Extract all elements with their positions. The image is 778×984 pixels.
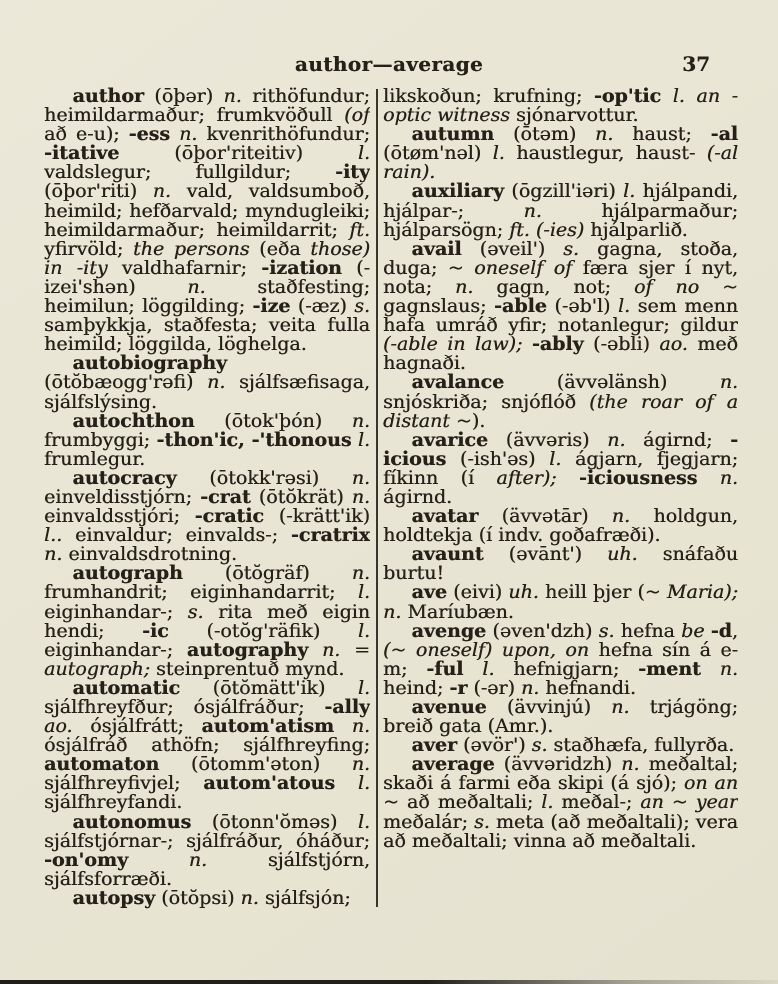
headword: -ment [638, 657, 701, 680]
headword: -cratic [194, 505, 264, 528]
text-run: l. [357, 810, 370, 833]
text-run: (əveil') [461, 237, 564, 260]
text-run: n. [188, 848, 208, 871]
text-run: heill þjer (~ [538, 581, 667, 604]
text-run: n. [207, 371, 226, 394]
text-run: (əvānt') [483, 543, 608, 566]
text-run: staðhæfa, fullyrða. [547, 734, 735, 757]
text-run: l. [492, 142, 505, 165]
text-run: (əven'dzh) [486, 619, 599, 642]
headword: -icious [383, 428, 738, 470]
text-run: l. [357, 428, 370, 451]
headword: -ess [128, 123, 170, 146]
text-run: n. [351, 753, 370, 776]
headword: autonomus [72, 810, 192, 833]
text-run: on an [683, 772, 738, 795]
text-run: hefna sín á e-m; [383, 638, 738, 680]
headword: autom'atous [203, 772, 336, 795]
text-run: rithöfundur; heimildarmaður; frumkvöðull [44, 87, 370, 127]
text-run: of no [633, 275, 700, 298]
text-run: autograph; [44, 657, 151, 680]
text-run: eiginhandar-; [44, 638, 187, 661]
text-run: vald, valdsumboð, heimild; hefðarvald; myndugleiki; heimildarmaður; heimildarrit; [44, 180, 370, 241]
text-run: (the roar of a distant [383, 390, 738, 432]
text-run: (ōtomm'əton) [159, 753, 352, 776]
text-run: heind; [383, 676, 450, 699]
text-run: samþykkja, staðfesta; veita fulla heimild; löggilda, löghelga. [44, 314, 370, 356]
text-run: ágirnd; [625, 428, 731, 451]
text-run [522, 333, 531, 355]
text-run: með hagnaði. [383, 333, 738, 375]
headword: average [411, 753, 495, 776]
text-run: l. [357, 142, 370, 165]
text-run: n. [621, 753, 640, 776]
text-run: uh. [508, 581, 539, 604]
headword: -iciousness [578, 466, 698, 489]
text-run: Maríubæn. [401, 600, 514, 623]
text-run: (ōtøm'nəl) [383, 142, 493, 165]
entry-avail [383, 237, 738, 375]
text-run: (~ oneself) upon, on [383, 638, 589, 661]
text-run: the persons [133, 237, 250, 260]
text-run: staðfesting; heimilun; löggilding; [44, 275, 370, 318]
text-run: frumlegur. [44, 447, 146, 470]
headword: ave [411, 581, 447, 604]
entry-ave [383, 583, 738, 621]
headword: -crat [200, 485, 251, 508]
text-run: hefnandi. [539, 676, 636, 699]
headword: -al [710, 123, 738, 146]
text-run: , [731, 619, 738, 642]
text-run: n. [44, 543, 63, 566]
page-number: 37 [682, 52, 710, 76]
text-run: l. [617, 295, 631, 318]
text-run: n. [719, 371, 738, 394]
text-run: n. [607, 428, 626, 451]
text-run: oneself of [474, 256, 573, 279]
text-run: n. [223, 87, 242, 107]
text-run: frumbyggi; [44, 428, 157, 451]
headword: autobiography [72, 352, 227, 375]
text-run: hjálpandi, hjálpar-; [383, 180, 738, 222]
entry-autopsy-continuation [383, 87, 738, 125]
text-run: sjálfsjón; [258, 886, 351, 909]
text-run [335, 772, 358, 794]
text-run: að e-u); [44, 123, 129, 146]
headword: -cratrix [290, 524, 370, 547]
text-run: gagna, stoða, duga; ~ [383, 237, 738, 279]
text-run: sem menn hafa umráð yfir; notanlegur; gildur [383, 295, 738, 337]
headword: avarice [411, 428, 489, 451]
text-run: (-krätt'ik) [263, 505, 370, 528]
text-run [661, 87, 673, 107]
text-run: (ävvinjú) [486, 696, 612, 718]
text-run: likskoðun; krufning; [383, 87, 594, 107]
left-column [44, 87, 370, 911]
text-run: ~ gagnslaus; [383, 275, 738, 318]
text-run: sjálfsæfisaga, sjálfslýsing. [44, 371, 370, 413]
text-run: einveldisstjórn; [44, 485, 201, 508]
text-run: n. [351, 715, 370, 738]
text-run: ft. [349, 218, 370, 241]
text-run: (-al rain). [383, 142, 738, 184]
headword: autocracy [72, 466, 177, 489]
text-run: (əvör') [456, 734, 532, 757]
text-run: færa sjer í nyt, nota; [383, 256, 738, 298]
text-run: haustlegur, haust- [504, 142, 707, 165]
headword: aver [411, 734, 457, 757]
text-run [557, 467, 579, 489]
text-run: ágjarn, fjegjarn; fíkinn (í [383, 447, 738, 489]
headword: avenge [411, 619, 487, 642]
text-run: (eða [249, 237, 311, 260]
text-run: (ōgzill'iəri) [503, 180, 624, 203]
text-run: valdhafarnir; [107, 256, 262, 279]
text-run: s. [474, 810, 490, 833]
headword: autopsy [72, 886, 156, 909]
text-run: (ōtok'þón) [194, 409, 352, 432]
text-run: l. [482, 657, 495, 680]
text-run: (ōþor'riti) [44, 180, 153, 203]
headword: -ity [335, 161, 370, 184]
text-run [697, 467, 719, 489]
headword: -d [710, 619, 732, 642]
text-run: trjágöng; breið gata (Amr.). [383, 696, 738, 738]
text-run: n. [719, 657, 738, 680]
text-run [701, 658, 720, 680]
text-run: (ōtŏgräf) [182, 562, 352, 585]
text-run [685, 87, 697, 107]
text-run: l. [357, 581, 370, 604]
text-run: hjálparlið. [584, 218, 688, 241]
text-run: gagn, not; [473, 275, 634, 298]
headword: autochthon [72, 409, 195, 432]
entry-autumn [383, 125, 738, 182]
text-run: after); [496, 466, 557, 489]
text-run: (ävvəlänsh) [504, 371, 720, 394]
text-run: einvaldur; einvalds-; [62, 524, 291, 547]
text-run: ~ [663, 791, 696, 814]
text-run: (-otŏg'räfik) [168, 619, 358, 642]
entry-autonomus [44, 810, 370, 890]
headword: -ic [142, 619, 169, 642]
right-column [383, 87, 738, 911]
headword: autography [186, 638, 309, 661]
headword: autograph [72, 562, 183, 585]
entry-autocracy [44, 466, 370, 566]
text-run: n. [595, 123, 614, 146]
headword: -ful [426, 657, 464, 680]
text-run: ágirnd. [383, 485, 453, 508]
column-divider-rule [376, 89, 378, 907]
text-run: haust; [613, 123, 711, 146]
headword: -ably [531, 333, 584, 356]
text-run: (ōtonn'ŏməs) [191, 810, 358, 833]
entry-avarice [383, 428, 738, 508]
text-run: yfirvöld; [44, 237, 133, 260]
text-run: ~). [449, 409, 486, 432]
entry-author [44, 87, 370, 354]
text-run: s. [563, 237, 579, 260]
text-run: eiginhandar-; [44, 600, 188, 623]
text-run: sjónarvottur. [509, 104, 639, 127]
text-run: l. [357, 676, 370, 699]
text-run: s. [354, 295, 370, 318]
text-run: uh. [607, 543, 638, 566]
text-run: (-ish'əs) [446, 447, 550, 470]
text-run: hefnigjarn; [494, 657, 639, 680]
headword: automaton [44, 753, 160, 776]
text-run: n. [351, 409, 370, 432]
text-run: l. [541, 791, 554, 814]
text-run: (-əb'l) [546, 295, 618, 318]
text-run: ósjálfrátt; [72, 715, 202, 738]
text-run: l. [672, 87, 685, 107]
text-run: sjálfhreyfandi. [44, 791, 183, 814]
headword: autumn [411, 123, 495, 146]
text-run: (ōtŏmätt'ik) [180, 676, 358, 699]
text-run: (ōtokk'rəsi) [176, 466, 352, 489]
text-run: n. [321, 638, 341, 661]
text-run: n. [179, 123, 198, 146]
text-run: (-ər) [467, 676, 521, 699]
text-run: ósjálfráð athöfn; sjálfhreyfing; [44, 734, 370, 757]
headword: -thon'ic, -'thonous [156, 428, 352, 451]
text-run: (ōþor'riteitiv) [119, 142, 358, 165]
text-run: (ōtŏkrät) [250, 485, 352, 508]
text-run: einvaldsstjóri; [44, 505, 195, 528]
text-columns [44, 87, 738, 911]
headword: avatar [411, 505, 479, 528]
text-run: n. [351, 485, 370, 508]
text-run: sjálfhreyfður; ósjálfráður; [44, 696, 325, 718]
text-run: snáfaðu burtu! [383, 543, 738, 585]
entry-autochthon [44, 409, 370, 470]
headword: -ize [252, 295, 291, 318]
text-run: (ōtŏbæogg'rəfi) [44, 371, 208, 394]
text-run: n. [520, 676, 540, 699]
text-run: hjálparmaður; hjálparsögn; [383, 199, 738, 241]
text-run: meðaltal; skaði á farmi eða skipi (á sjó); [383, 753, 738, 795]
text-run: l. [357, 772, 370, 795]
text-run: ao. [659, 333, 688, 356]
headword: avaunt [411, 543, 484, 566]
text-run: = [340, 638, 370, 661]
text-run: s. [531, 734, 548, 757]
text-run: (ävvəris) [488, 428, 608, 451]
headword: -r [449, 676, 468, 699]
text-run: l.. [44, 524, 63, 547]
headword: auxiliary [411, 180, 504, 203]
headword: avenue [411, 696, 487, 718]
text-run: n. [152, 180, 171, 203]
text-run: l. [357, 619, 370, 642]
text-run: n. [719, 466, 738, 489]
text-run: n. [523, 199, 542, 222]
text-run: l. [623, 180, 636, 203]
entry-average [383, 755, 738, 850]
headword: -ally [324, 696, 370, 718]
text-run: be [681, 619, 705, 642]
text-run: (-æz) [290, 295, 355, 318]
headword: author [72, 87, 144, 107]
entry-avalance [383, 373, 738, 430]
text-run: (-əbli) [583, 333, 660, 356]
text-run: sjálfhreyfivjel; [44, 772, 204, 795]
text-run: (ōtŏpsi) [155, 886, 241, 909]
headword: avalance [411, 371, 505, 394]
text-run: s. [187, 600, 204, 623]
headword: automatic [72, 676, 181, 699]
text-run: meðalár; [383, 810, 475, 833]
entry-autopsy [44, 886, 370, 909]
text-run: snjóskriða; snjóflóð [383, 390, 590, 413]
text-run: holdgun, holdtekja (í indv. goðafræði). [383, 505, 738, 547]
entry-auxiliary [383, 182, 738, 239]
text-run: (-izei'shən) [44, 256, 370, 298]
text-run: an -optic witness [383, 87, 738, 127]
text-run: ft. (-ies) [509, 218, 585, 241]
text-run: sjálfstjórn, sjálfsforræði. [44, 848, 370, 890]
headword: -op'tic [593, 87, 662, 107]
text-run: (eivi) [446, 581, 509, 604]
text-run: (-able in law); [383, 333, 523, 356]
text-run: l. [549, 447, 562, 470]
text-run: (ävvəridzh) [494, 753, 622, 776]
page-header [0, 52, 778, 76]
headword: -ization [261, 256, 342, 279]
text-run: n. [240, 886, 259, 909]
text-run: valdslegur; fullgildur; [44, 161, 336, 184]
text-run: meðal-; [553, 791, 641, 814]
text-run: those) in -ity [44, 237, 370, 279]
text-run: n. [351, 562, 370, 585]
text-run: steinprentuð mynd. [150, 657, 345, 680]
entry-avaunt [383, 545, 738, 583]
text-run: sjálfstjórnar-; sjálfráður, óháður; [44, 829, 370, 852]
text-run: s. [598, 619, 615, 642]
text-run: Maria); [666, 581, 738, 604]
text-run: an [640, 791, 664, 814]
running-title: author—average [294, 52, 484, 76]
text-run: kvenrithöfundur; [197, 123, 370, 146]
text-run: (of [344, 104, 370, 127]
text-run: n. [383, 600, 402, 623]
entry-autograph [44, 564, 370, 679]
text-run: n. [187, 275, 206, 298]
text-run: year [695, 791, 738, 814]
text-run: meta (að meðaltali); vera að meðaltali; vinna að meðaltali. [383, 810, 738, 852]
text-run: n. [611, 505, 631, 528]
text-run: (ōþər) [143, 87, 224, 107]
headword: autom'atism [201, 715, 335, 738]
headword: -on'omy [44, 848, 129, 871]
scan-bottom-edge [0, 980, 778, 984]
entry-avatar [383, 507, 738, 545]
text-run: rita með eigin hendi; [44, 600, 370, 642]
text-run: frumhandrit; eiginhandarrit; [44, 581, 358, 604]
entry-automatic [44, 676, 370, 814]
headword: avail [411, 237, 462, 260]
text-run: hefna [614, 619, 682, 642]
entry-avenue [383, 698, 738, 736]
entry-avenge [383, 619, 738, 699]
text-run: ao. [44, 715, 73, 738]
text-run: (ävvətār) [478, 505, 612, 528]
headword: -itative [44, 142, 120, 165]
text-run: einvaldsdrotning. [62, 543, 238, 566]
headword: -able [494, 295, 547, 318]
text-run: (ōtəm) [494, 123, 595, 146]
text-run: n. [351, 466, 370, 489]
text-run: n. [611, 696, 630, 718]
text-run: n. [455, 275, 474, 298]
entry-autobiography [44, 354, 370, 411]
text-run: ~ að meðaltali; [383, 791, 542, 814]
